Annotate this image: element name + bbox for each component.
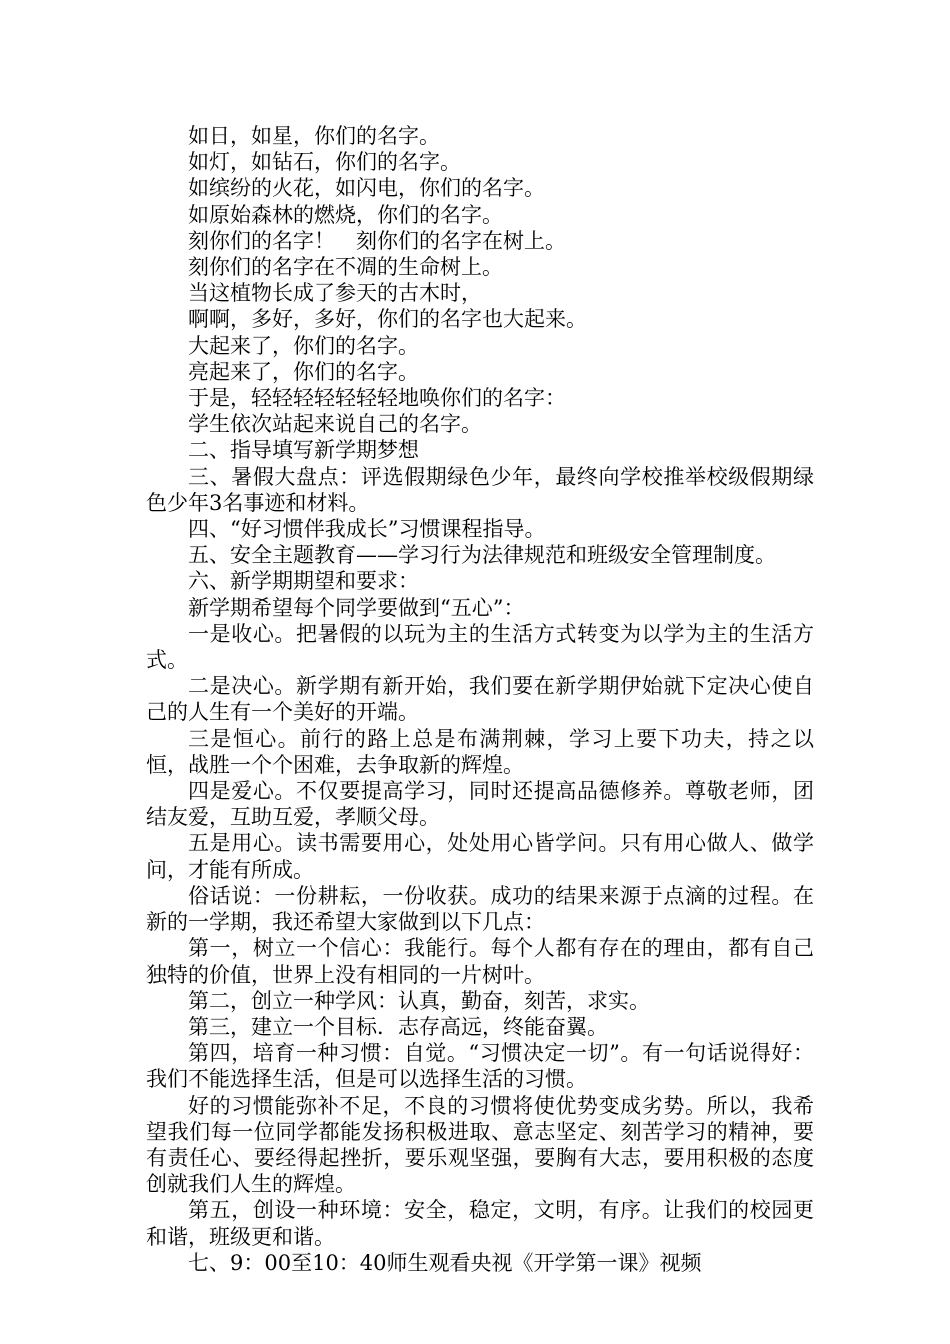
paragraph: 如日，如星，你们的名字。 bbox=[188, 124, 440, 148]
paragraph: 七、9：00至10：40师生观看央视《开学第一课》视频 bbox=[188, 1250, 702, 1275]
document-body bbox=[146, 123, 814, 1276]
paragraph: 俗话说：一份耕耘，一份收获。成功的结果来源于点滴的过程。在新的一学期，我还希望大家做到以下几点： bbox=[146, 883, 814, 935]
paragraph: 一是收心。把暑假的以玩为主的生活方式转变为以学为主的生活方式。 bbox=[146, 621, 814, 673]
paragraph: 三、暑假大盘点：评选假期绿色少年，最终向学校推举校级假期绿色少年3名事迹和材料。 bbox=[146, 464, 814, 515]
paragraph: 学生依次站起来说自己的名字。 bbox=[188, 412, 482, 437]
paragraph: 第二，创立一种学风：认真，勤奋，刻苦，求实。 bbox=[188, 988, 650, 1013]
paragraph: 六、新学期期望和要求： bbox=[188, 569, 419, 594]
paragraph: 刻你们的名字在不凋的生命树上。 bbox=[188, 255, 503, 280]
paragraph: 三是恒心。前行的路上总是布满荆棘，学习上要下功夫，持之以恒，战胜一个个困难，去争取新的辉煌。 bbox=[146, 726, 814, 777]
paragraph: 好的习惯能弥补不足，不良的习惯将使优势变成劣势。所以，我希望我们每一位同学都能发扬积极进取、意志坚定、刻苦学习的精神，要有责任心、要经得起挫折，要乐观坚强，要胸有大志，要用积极的态度创就我们人生的辉煌。 bbox=[146, 1093, 814, 1197]
paragraph: 于是，轻轻轻轻轻轻轻地唤你们的名字： bbox=[188, 386, 566, 411]
paragraph: 大起来了，你们的名字。 bbox=[188, 333, 419, 358]
paragraph: 新学期希望每个同学要做到“五心”： bbox=[188, 595, 525, 620]
paragraph: 五是用心。读书需要用心，处处用心皆学问。只有用心做人、做学问，才能有所成。 bbox=[146, 831, 814, 882]
paragraph: 第五，创设一种环境：安全，稳定，文明，有序。让我们的校园更和谐，班级更和谐。 bbox=[146, 1198, 814, 1249]
paragraph: 如缤纷的火花，如闪电，你们的名字。 bbox=[188, 176, 545, 201]
paragraph: 第三，建立一个目标．志存高远，终能奋翼。 bbox=[188, 1014, 608, 1039]
paragraph: 亮起来了，你们的名字。 bbox=[188, 359, 419, 384]
paragraph: 五、安全主题教育——学习行为法律规范和班级安全管理制度。 bbox=[188, 543, 776, 568]
paragraph: 刻你们的名字！ 刻你们的名字在树上。 bbox=[188, 228, 566, 253]
paragraph: 如原始森林的燃烧，你们的名字。 bbox=[188, 202, 503, 227]
paragraph: 二是决心。新学期有新开始，我们要在新学期伊始就下定决心使自己的人生有一个美好的开端。 bbox=[146, 674, 814, 725]
paragraph: 四、“好习惯伴我成长”习惯课程指导。 bbox=[188, 517, 546, 542]
paragraph: 如灯，如钻石，你们的名字。 bbox=[188, 150, 461, 175]
paragraph: 第一，树立一个信心：我能行。每个人都有存在的理由，都有自己独特的价值，世界上没有相同的一片树叶。 bbox=[146, 936, 814, 987]
paragraph: 二、指导填写新学期梦想 bbox=[188, 438, 419, 463]
paragraph: 四是爱心。不仅要提高学习，同时还提高品德修养。尊敬老师，团结友爱，互助互爱，孝顺父母。 bbox=[146, 779, 814, 830]
paragraph: 啊啊，多好，多好，你们的名字也大起来。 bbox=[188, 307, 587, 332]
paragraph: 当这植物长成了参天的古木时， bbox=[188, 281, 482, 306]
paragraph: 第四，培育一种习惯：自觉。“习惯决定一切”。有一句话说得好：我们不能选择生活，但是可以选择生活的习惯。 bbox=[146, 1041, 814, 1092]
